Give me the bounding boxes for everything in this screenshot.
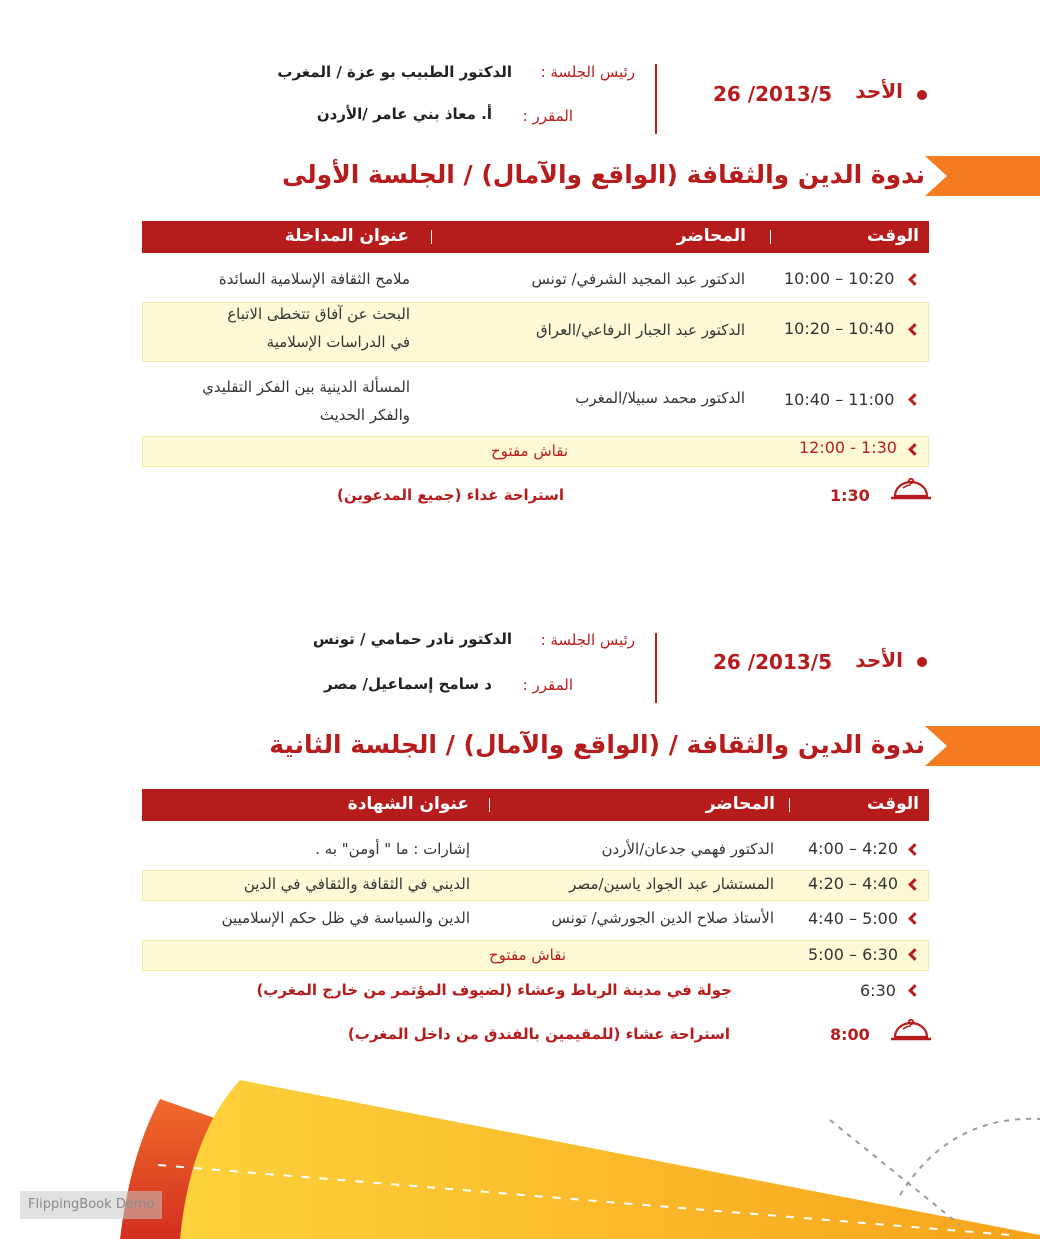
header-separator	[431, 230, 432, 244]
date-bullet-icon	[917, 657, 927, 667]
date-value: 26 /2013/5	[713, 82, 832, 106]
date-day: الأحد	[855, 79, 903, 103]
discussion-time: 5:00 – 6:30	[808, 945, 899, 964]
food-tray-icon	[889, 1017, 933, 1045]
row-topic-line1: البحث عن آفاق تتخطى الاتباع	[227, 305, 410, 323]
dinner-time: 8:00	[830, 1025, 870, 1044]
table-header	[142, 789, 929, 821]
row-topic: إشارات : ما " أومن" به .	[315, 840, 470, 858]
col-topic-header: عنوان الشهادة	[347, 794, 469, 814]
orange-tab-decoration	[925, 156, 1040, 196]
chevron-icon	[908, 912, 921, 925]
date-value: 26 /2013/5	[713, 650, 832, 674]
chevron-icon	[908, 273, 921, 286]
row-topic-line2: في الدراسات الإسلامية	[266, 333, 410, 351]
watermark-brand-text: FlippingBook	[28, 1197, 112, 1212]
col-time-header: الوقت	[867, 226, 919, 246]
rapporteur-name: أ. معاذ بني عامر /الأردن	[316, 105, 492, 123]
chair-label: رئيس الجلسة :	[540, 63, 635, 81]
row-lecturer: المستشار عبد الجواد ياسين/مصر	[569, 875, 774, 893]
rapporteur-label: المقرر :	[522, 107, 573, 125]
session-title: ندوة الدين والثقافة (الواقع والآمال) / الجلسة الأولى	[281, 160, 925, 189]
food-tray-icon	[889, 476, 933, 504]
lunch-time: 1:30	[830, 486, 870, 505]
session-title: ندوة الدين والثقافة / (الواقع والآمال) / الجلسة الثانية	[269, 730, 925, 759]
tour-label: جولة في مدينة الرباط وعشاء (لضيوف المؤتمر من خارج المغرب)	[256, 981, 732, 999]
watermark-brand	[20, 1191, 162, 1219]
rapporteur-label: المقرر :	[522, 676, 573, 694]
table-header	[142, 221, 929, 253]
col-topic-header: عنوان المداخلة	[284, 226, 409, 246]
date-day: الأحد	[855, 648, 903, 672]
row-topic-line2: والفكر الحديث	[319, 406, 410, 424]
col-lecturer-header: المحاضر	[676, 226, 746, 246]
header-divider	[655, 633, 657, 703]
chair-label: رئيس الجلسة :	[540, 631, 635, 649]
row-topic: الدين والسياسة في ظل حكم الإسلاميين	[221, 909, 470, 927]
rapporteur-name: د سامح إسماعيل/ مصر	[323, 675, 492, 693]
chair-name: الدكتور نادر حمامي / تونس	[312, 630, 512, 648]
date-bullet-icon	[917, 90, 927, 100]
col-time-header: الوقت	[867, 794, 919, 814]
row-time: 4:00 – 4:20	[808, 839, 899, 858]
chevron-icon	[908, 843, 921, 856]
chevron-icon	[908, 984, 921, 997]
discussion-label: نقاش مفتوح	[491, 442, 568, 460]
lunch-label: استراحة غداء (جميع المدعوين)	[336, 486, 564, 504]
header-divider	[655, 64, 657, 134]
discussion-time: 12:00 - 1:30	[799, 438, 897, 457]
header-separator	[789, 798, 790, 812]
row-topic: ملامح الثقافة الإسلامية السائدة	[218, 270, 410, 288]
row-time: 4:20 – 4:40	[808, 874, 899, 893]
discussion-label: نقاش مفتوح	[489, 946, 566, 964]
header-separator	[489, 798, 490, 812]
row-time: 4:40 – 5:00	[808, 909, 899, 928]
row-time: 10:40 – 11:00	[784, 390, 895, 409]
row-time: 10:20 – 10:40	[784, 319, 895, 338]
header-separator	[770, 230, 771, 244]
orange-tab-decoration	[925, 726, 1040, 766]
chevron-icon	[908, 393, 921, 406]
dinner-label: استراحة عشاء (للمقيمين بالفندق من داخل المغرب)	[347, 1025, 730, 1043]
row-topic-line1: المسألة الدينية بين الفكر التقليدي	[202, 378, 410, 396]
watermark-suffix: Demo	[115, 1197, 155, 1212]
row-lecturer: الدكتور فهمي جدعان/الأردن	[601, 840, 774, 858]
row-lecturer: الأستاذ صلاح الدين الجورشي/ تونس	[551, 909, 774, 927]
row-lecturer: الدكتور عبد الجبار الرفاعي/العراق	[535, 321, 745, 339]
row-lecturer: الدكتور عبد المجيد الشرفي/ تونس	[531, 270, 745, 288]
row-topic: الديني في الثقافة والثقافي في الدين	[243, 875, 470, 893]
chair-name: الدكتور الطبيب بو عزة / المغرب	[277, 63, 512, 81]
col-lecturer-header: المحاضر	[705, 794, 775, 814]
row-lecturer: الدكتور محمد سبيلا/المغرب	[575, 389, 745, 407]
tour-time: 6:30	[860, 981, 896, 1000]
row-time: 10:00 – 10:20	[784, 269, 895, 288]
